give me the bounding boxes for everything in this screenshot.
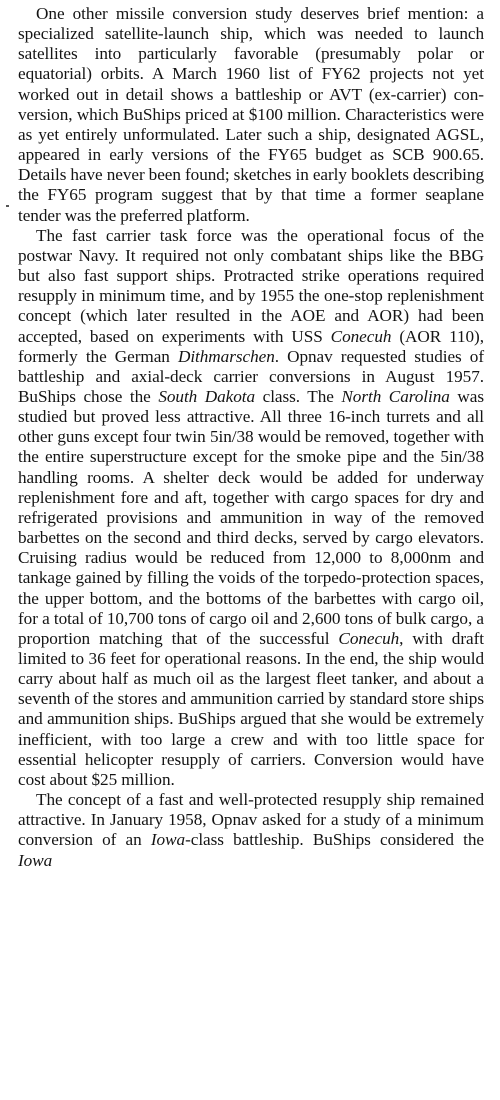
body-text [18, 4, 484, 871]
italic-name: North Carolina [341, 386, 450, 406]
italic-name: Conecuh [338, 628, 400, 648]
text-run: class. The [255, 386, 342, 406]
text-run: The fast carrier task force was the operational focus of the postwar Navy. It required not only combatant ships like the BBG but also fast support ships. Protracted strike operations required resupply in minimum time, and by 1955 the one-stop replenishment concept (which later resulted in the AOE and AOR) had been accepted, based on experiments with USS [18, 225, 484, 346]
text-run: One other missile conversion study deserves brief mention: a specialized satellite-launch ship, which was needed to launch satellites into particularly favorable (presumably polar or equatorial) orbits. A March 1960 list of FY62 projects not yet worked out in detail shows a battleship or AVT (ex-carrier) conversion, which BuShips priced at $100 million. Characteristics were as yet entirely unformulated. Later such a ship, designated AGSL, appeared in early versions of the FY65 budget as SCB 900.65. Details have never been found; sketches in early booklets describing the FY65 program suggest that by that time a former seaplane tender was the preferred platform. [18, 4, 484, 225]
italic-name: South Dakota [158, 386, 256, 406]
text-run: The concept of a fast and well-protected resupply ship remained attractive. In January 1958, Opnav asked for a study of a minimum conversion of an [18, 790, 484, 850]
italic-name: Iowa [18, 850, 53, 870]
margin-mark [6, 205, 9, 207]
text-run: -class battleship. BuShips considered the [185, 830, 484, 850]
paragraph-p2 [18, 226, 484, 790]
italic-name: Iowa [150, 830, 186, 850]
text-run: (AOR 110), formerly the German [18, 326, 484, 366]
text-run: was studied but proved less attractive. All three 16-inch turrets and all other guns except four twin 5in/38 would be removed, together with the entire superstructure except for the smoke pipe and the 5in/38 handling rooms. A shelter deck would be added for underway replenishment fore and aft, together with cargo spaces for dry and refrigerated provisions and ammunition in way of the removed barbettes on the second and third decks, served by cargo elevators. Cruising radius would be reduced from 12,000 to 8,000nm and tankage gained by filling the voids of the torpedo-protection spaces, the upper bottom, and the bottoms of the barbettes with cargo oil, for a total of 10,700 tons of cargo oil and 2,600 tons of bulk cargo, a proportion matching that of the successful [18, 386, 484, 648]
paragraph-p3 [18, 790, 484, 871]
text-run: , with draft limited to 36 feet for operational reasons. In the end, the ship would carry about half as much oil as the largest fleet tanker, and about a seventh of the stores and ammunition carried by standard store ships and ammunition ships. BuShips argued that she would be extremely inefficient, with too large a crew and with too little space for essential helicopter resupply of carriers. Conversion would have cost about $25 million. [18, 628, 484, 789]
text-run: . Opnav requested studies of battleship and axial-deck carrier conversions in August 1957. BuShips chose the [18, 346, 484, 406]
paragraph-p1 [18, 4, 484, 226]
italic-name: Conecuh [330, 326, 392, 346]
italic-name: Dithmarschen [177, 346, 275, 366]
